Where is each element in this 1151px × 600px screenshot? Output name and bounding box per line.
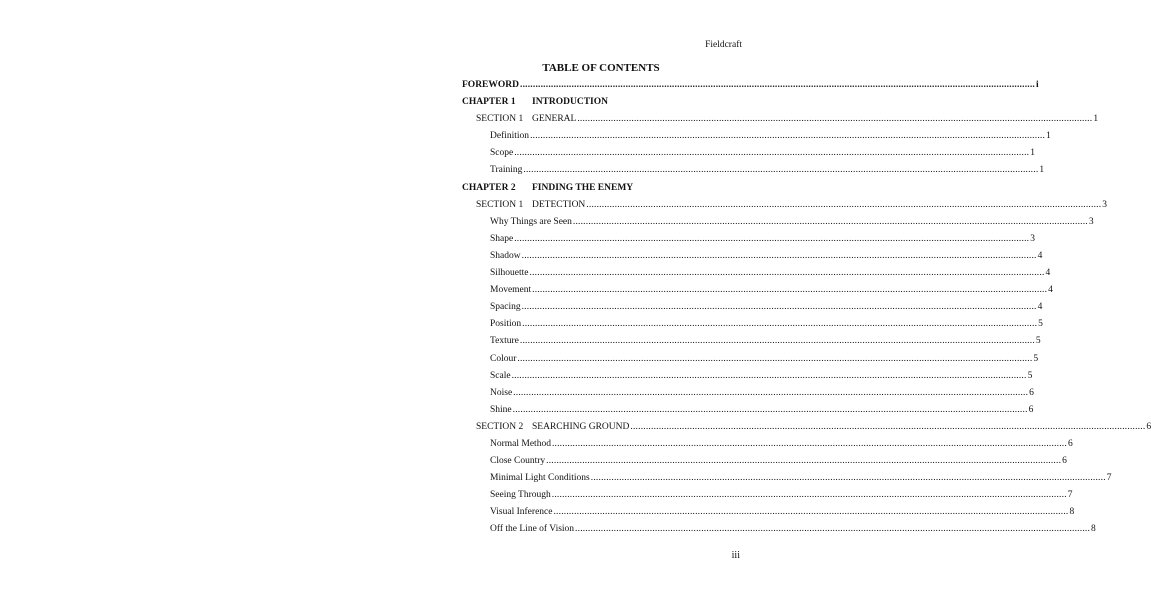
toc-entry-page: 7 (1067, 490, 1073, 501)
toc-section-searching-ground (462, 419, 1151, 436)
toc-entry-foreword (462, 77, 1039, 94)
toc-entry-label: Close Country (490, 456, 546, 467)
section-title: GENERAL (532, 114, 577, 125)
leader-dots: ........................................................................................................................................................................................................ (551, 438, 1067, 449)
toc-entry (462, 470, 1112, 487)
toc-entry-page: 1 (1093, 114, 1099, 125)
chapter-title: INTRODUCTION (532, 97, 609, 108)
leader-dots: ........................................................................................................................................................................................................ (630, 421, 1146, 432)
chapter-number: CHAPTER 2 (462, 182, 516, 193)
toc-entry-label: Movement (490, 285, 532, 296)
toc-entry-page: 4 (1048, 285, 1053, 296)
toc-entry-page: 6 (1067, 438, 1073, 449)
toc-entry-label: Training (490, 165, 523, 176)
leader-dots: ........................................................................................................................................................................................................ (514, 233, 1030, 244)
toc-entry (462, 299, 1043, 316)
leader-dots: ........................................................................................................................................................................................................ (553, 507, 1069, 518)
toc-entry-page: 6 (1029, 387, 1034, 398)
toc-entry (462, 368, 1033, 385)
toc-entry-label: Minimal Light Conditions (490, 473, 590, 484)
toc-entry-label: Shape (490, 233, 514, 244)
chapter-title: FINDING THE ENEMY (532, 182, 634, 193)
toc-entry-page: 4 (1045, 268, 1051, 279)
toc-entry-label: Visual Inference (490, 507, 553, 518)
leader-dots: ........................................................................................................................................................................................................ (512, 404, 1028, 415)
toc-entry-label: Colour (490, 353, 517, 364)
leader-dots: ........................................................................................................................................................................................................ (572, 216, 1088, 227)
toc-entry (462, 487, 1073, 504)
toc-entry-page: 1 (1030, 148, 1035, 159)
table-of-contents (462, 77, 1151, 539)
section-number: SECTION 1 (476, 199, 524, 210)
toc-entry (462, 162, 1045, 179)
toc-entry-label: Why Things are Seen (490, 216, 572, 227)
toc-entry-page: 6 (1146, 421, 1151, 432)
leader-dots: ........................................................................................................................................................................................................ (523, 165, 1039, 176)
toc-entry (462, 521, 1096, 538)
toc-entry-label: Spacing (490, 302, 521, 313)
chapter-number: CHAPTER 1 (462, 97, 516, 108)
toc-entry-page: i (1036, 80, 1039, 90)
toc-entry-page: 3 (1088, 216, 1094, 227)
toc-entry-page: 7 (1106, 473, 1112, 484)
section-title: SEARCHING GROUND (532, 421, 630, 432)
leader-dots: ........................................................................................................................................................................................................ (521, 302, 1037, 313)
toc-entry (462, 316, 1043, 333)
toc-entry-label: Shadow (490, 250, 521, 261)
leader-dots: ........................................................................................................................................................................................................ (530, 131, 1046, 142)
leader-dots: ........................................................................................................................................................................................................ (575, 524, 1091, 535)
toc-entry (462, 265, 1051, 282)
leader-dots: ........................................................................................................................................................................................................ (519, 336, 1035, 347)
toc-entry (462, 248, 1043, 265)
leader-dots: ........................................................................................................................................................................................................ (586, 199, 1102, 210)
toc-entry-page: 3 (1102, 199, 1108, 210)
section-number: SECTION 2 (476, 421, 524, 432)
toc-entry-label: Texture (490, 336, 519, 347)
leader-dots: ........................................................................................................................................................................................................ (577, 114, 1093, 125)
toc-entry (462, 436, 1073, 453)
leader-dots: ........................................................................................................................................................................................................ (514, 148, 1030, 159)
toc-entry (462, 351, 1039, 368)
toc-entry-label: Seeing Through (490, 490, 551, 501)
leader-dots: ........................................................................................................................................................................................................ (551, 490, 1067, 501)
toc-entry (462, 385, 1034, 402)
toc-entry (462, 333, 1041, 350)
toc-entry-label: Position (490, 319, 522, 330)
toc-entry-page: 8 (1069, 507, 1075, 518)
page-number: iii (731, 550, 740, 561)
toc-list-ch2-s2 (462, 436, 1112, 539)
section-number: SECTION 1 (476, 114, 524, 125)
toc-entry (462, 214, 1094, 231)
toc-section-detection (462, 197, 1108, 214)
toc-entry-page: 5 (1035, 336, 1041, 347)
toc-entry-page: 5 (1033, 353, 1039, 364)
toc-chapter-1 (462, 94, 738, 111)
toc-entry-label: Noise (490, 387, 513, 398)
toc-entry-page: 1 (1046, 131, 1051, 142)
toc-entry-label: Scope (490, 148, 514, 159)
toc-list-ch1-s1 (462, 128, 1051, 179)
toc-entry (462, 282, 1053, 299)
toc-entry-page: 8 (1091, 524, 1096, 535)
toc-entry-label: Normal Method (490, 438, 551, 449)
toc-entry-label: Definition (490, 131, 530, 142)
leader-dots: ........................................................................................................................................................................................................ (522, 319, 1038, 330)
toc-entry-page: 6 (1028, 404, 1034, 415)
toc-entry (462, 402, 1034, 419)
leader-dots: ........................................................................................................................................................................................................ (529, 268, 1045, 279)
toc-entry-label: Shine (490, 404, 512, 415)
toc-entry-page: 4 (1037, 250, 1043, 261)
leader-dots: ........................................................................................................................................................................................................ (546, 456, 1062, 467)
toc-entry-label: Off the Line of Vision (490, 524, 575, 535)
toc-entry-page: 5 (1038, 319, 1043, 330)
running-header: Fieldcraft (705, 40, 742, 50)
leader-dots: ........................................................................................................................................................................................................ (511, 370, 1027, 381)
toc-entry (462, 145, 1035, 162)
toc-entry (462, 128, 1051, 145)
leader-dots: ........................................................................................................................................................................................................ (521, 250, 1037, 261)
leader-dots: ........................................................................................................................................................................................................ (590, 473, 1106, 484)
toc-entry-label: Scale (490, 370, 511, 381)
toc-chapter-2 (462, 180, 738, 197)
toc-entry (462, 231, 1035, 248)
toc-entry-label: Silhouette (490, 268, 529, 279)
toc-entry-page: 3 (1030, 233, 1035, 244)
toc-entry-page: 4 (1037, 302, 1043, 313)
toc-section-general (462, 111, 1099, 128)
toc-title: TABLE OF CONTENTS (542, 62, 660, 74)
toc-entry-page: 6 (1062, 456, 1067, 467)
section-title: DETECTION (532, 199, 586, 210)
leader-dots: ........................................................................................................................................................................................................ (517, 353, 1033, 364)
toc-entry (462, 453, 1067, 470)
leader-dots: ........................................................................................................................................................................................................ (513, 387, 1029, 398)
toc-entry-label: FOREWORD (462, 80, 519, 90)
leader-dots: ........................................................................................................................................................................................................ (520, 80, 1035, 90)
toc-entry-page: 5 (1027, 370, 1033, 381)
toc-entry-page: 1 (1039, 165, 1045, 176)
toc-entry (462, 504, 1075, 521)
leader-dots: ........................................................................................................................................................................................................ (532, 285, 1048, 296)
toc-list-ch2-s1 (462, 214, 1094, 419)
